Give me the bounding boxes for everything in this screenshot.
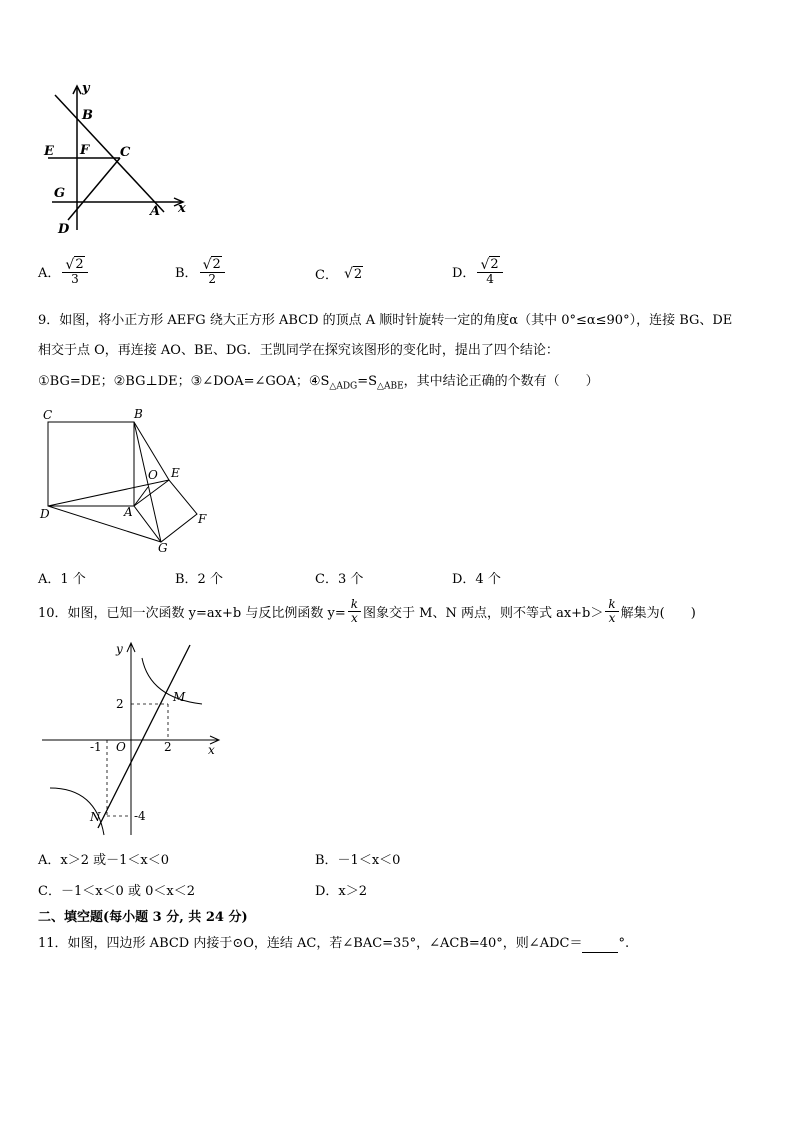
label-a: A xyxy=(124,505,133,519)
q8-option-c: C． √ 2 xyxy=(315,265,363,283)
square-aefg xyxy=(134,480,197,542)
q9-option-a: A．1 个 xyxy=(38,572,86,587)
label-origin: O xyxy=(116,740,126,754)
segment-ao xyxy=(134,487,148,506)
q9-line-1: 9．如图，将小正方形 AEFG 绕大正方形 ABCD 的顶点 A 顺时针旋转一定的角度α（其中 0°≤α≤90°），连接 BG、DE xyxy=(38,313,733,328)
q9-option-b: B．2 个 xyxy=(175,572,223,587)
label-b: B xyxy=(134,407,143,421)
label-a: A xyxy=(150,204,161,219)
q9-figure xyxy=(38,405,218,555)
label-x-2: 2 xyxy=(164,740,172,754)
option-letter: A． xyxy=(38,265,61,281)
label-y-neg4: -4 xyxy=(134,809,146,823)
q10-option-a: A．x＞2 或－1＜x＜0 xyxy=(38,853,169,868)
label-e: E xyxy=(171,466,180,480)
fraction-k-over-x: $\frac{k}{x}$ xyxy=(605,598,618,625)
q8-option-d xyxy=(452,256,505,286)
label-y: y xyxy=(82,81,90,96)
label-x: x xyxy=(178,201,186,216)
label-n: N xyxy=(90,810,101,824)
label-c: C xyxy=(43,408,53,422)
fraction: √ 2 3 xyxy=(62,256,87,286)
q8-option-b xyxy=(175,256,227,286)
label-m: M xyxy=(173,690,186,704)
q10-stem: 10．如图，已知一次函数 y=ax+b 与反比例函数 y= $\frac{k}{x}$ 图象交于 M、N 两点，则不等式 ax+b＞ $\frac{k}{x}$ 解集为( ) xyxy=(38,597,696,625)
label-x-neg1: -1 xyxy=(90,740,102,754)
label-e: E xyxy=(44,144,54,159)
q10-option-c: C．－1＜x＜0 或 0＜x＜2 xyxy=(38,884,195,899)
linear-function-line xyxy=(98,645,190,828)
answer-blank[interactable] xyxy=(582,939,618,953)
option-letter: C． xyxy=(315,268,338,283)
segment-dg xyxy=(48,506,161,542)
q10-option-d: D．x＞2 xyxy=(315,884,368,899)
label-y: y xyxy=(116,642,123,656)
label-g: G xyxy=(54,186,66,201)
fraction: √ 2 2 xyxy=(200,256,225,286)
q11-stem: 11．如图，四边形 ABCD 内接于⊙O，连结 AC，若∠BAC=35°，∠ACB=40°，则∠ADC＝ °. xyxy=(38,936,630,951)
fraction: √ 2 4 xyxy=(477,256,502,286)
label-x: x xyxy=(208,743,215,757)
q8-option-a xyxy=(38,256,90,286)
option-letter: D． xyxy=(452,265,476,281)
label-f: F xyxy=(80,143,90,158)
label-b: B xyxy=(82,108,93,123)
option-letter: B． xyxy=(175,265,198,281)
label-g: G xyxy=(158,541,168,555)
q10-option-b: B．－1＜x＜0 xyxy=(315,853,401,868)
fraction-k-over-x: $\frac{k}{x}$ xyxy=(348,598,361,625)
q9-option-d: D．4 个 xyxy=(452,572,501,587)
label-f: F xyxy=(198,512,207,526)
label-y-2: 2 xyxy=(116,697,124,711)
q10-figure xyxy=(38,640,228,840)
line-bc xyxy=(55,95,164,212)
label-c: C xyxy=(120,145,131,160)
q8-figure xyxy=(40,80,200,240)
line-dc xyxy=(68,158,120,220)
label-d: D xyxy=(58,222,70,237)
square-abcd xyxy=(48,422,134,506)
q9-conclusions: ①BG=DE；②BG⊥DE；③∠DOA=∠GOA；$④S_{\triangle ADG}=S_{\triangle ABE}$，其中结论正确的个数有（ ） xyxy=(38,374,599,392)
section-heading: 二、填空题(每小题 3 分, 共 24 分) xyxy=(38,910,248,925)
q9-option-c: C．3 个 xyxy=(315,572,364,587)
label-d: D xyxy=(40,507,50,521)
q9-line-2: 相交于点 O，再连接 AO、BE、DG．王凯同学在探究该图形的变化时，提出了四个结论： xyxy=(38,343,559,358)
label-o: O xyxy=(148,468,158,482)
